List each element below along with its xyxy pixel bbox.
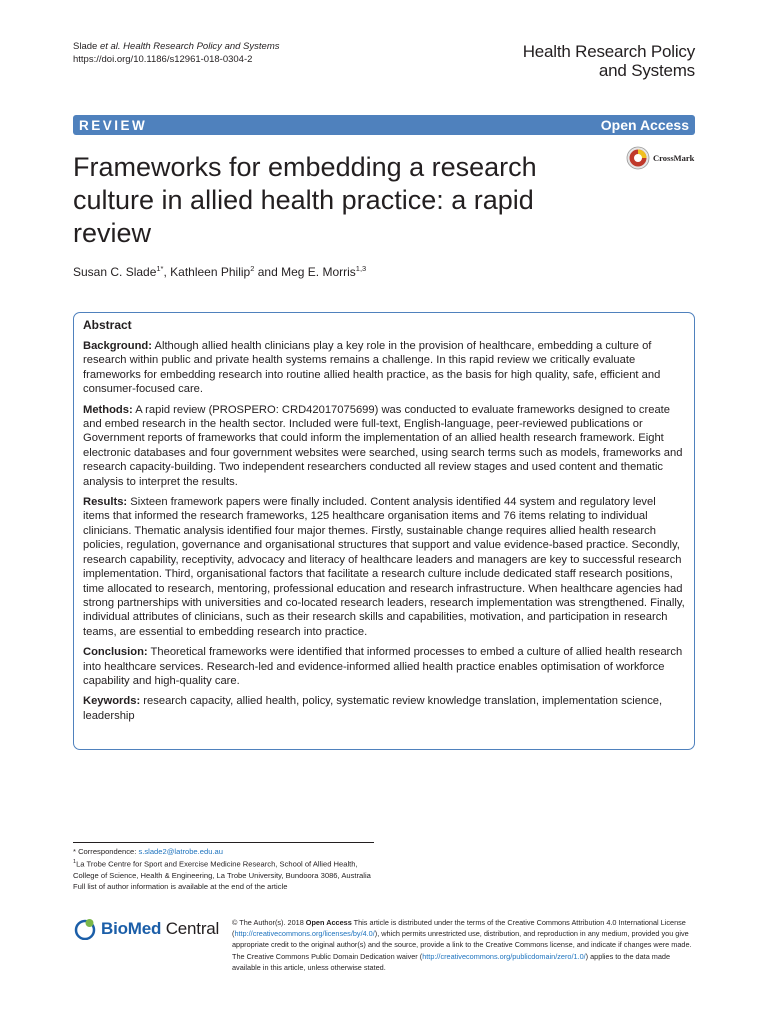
correspondence-line xyxy=(73,846,373,857)
abstract-methods xyxy=(83,403,685,489)
author-name[interactable]: Meg E. Morris xyxy=(281,265,356,279)
cc-by-license-link[interactable]: http://creativecommons.org/licenses/by/4.0/ xyxy=(234,929,375,939)
author-name[interactable]: Susan C. Slade xyxy=(73,265,157,279)
cc-zero-waiver-link[interactable]: http://creativecommons.org/publicdomain/zero/1.0/ xyxy=(422,951,586,961)
affiliation-text: La Trobe Centre for Sport and Exercise Medicine Research, School of Allied Health, College of Science, Health & Engineering, La Trobe University, Bundoora 3086, Australia xyxy=(73,859,371,880)
abstract-section-text: research capacity, allied health, policy, systematic review knowledge translation, implementation science, leadership xyxy=(83,695,663,722)
license-text: This article is distributed under the terms of the Creative Commons Attribution 4.0 International License ( xyxy=(232,918,686,939)
license-text: ) applies to the data made available in this article, unless otherwise stated. xyxy=(232,951,671,972)
abstract-section-text: A rapid review (PROSPERO: CRD42017075699) was conducted to evaluate frameworks designed to create and embed research in the health sector. Included were full-text, English-language, peer-reviewed publications or Government reports of frameworks that could inform the implementation of an allied health research framework. Eight electronic databases and four government websites were searched, using search terms such as models, frameworks and research capacity-building. Two independent researchers conducted all review stages and used content and thematic analysis to interpret the results. xyxy=(83,403,683,488)
article-title: Frameworks for embedding a research culture in allied health practice: a rapid review xyxy=(73,152,537,248)
author-separator: , xyxy=(163,265,171,279)
abstract-section-text: Theoretical frameworks were identified that informed processes to embed a culture of allied health research into healthcare services. Research-led and evidence-informed allied health practice enables optimisation of workforce capability and high-quality care. xyxy=(83,646,683,687)
open-access-label: Open Access xyxy=(600,117,689,133)
abstract-results xyxy=(83,495,685,639)
author-list xyxy=(73,264,366,279)
citation-header xyxy=(73,40,279,66)
citation-etal: et al. xyxy=(99,41,121,52)
crossmark-icon xyxy=(626,146,650,170)
abstract-section-label: Results: xyxy=(83,496,128,509)
doi-link[interactable]: https://doi.org/10.1186/s12961-018-0304-2 xyxy=(73,54,253,65)
abstract-section-label: Background: xyxy=(83,340,152,352)
publisher-name xyxy=(101,919,219,939)
affiliation-line xyxy=(73,857,373,881)
license-statement xyxy=(232,917,698,973)
crossmark-label: CrossMark xyxy=(653,153,695,163)
author-info-note: Full list of author information is available at the end of the article xyxy=(73,882,288,892)
abstract-box xyxy=(73,312,695,750)
author-affiliation-sup: 1,3 xyxy=(355,264,367,273)
publisher-name-rest: Central xyxy=(161,919,220,938)
license-text: © The Author(s). 2018 xyxy=(232,918,306,927)
journal-name-line2: and Systems xyxy=(598,61,695,80)
abstract-background xyxy=(83,339,685,397)
correspondence-footnote xyxy=(73,846,373,892)
abstract-section-label: Conclusion: xyxy=(83,646,148,659)
abstract-conclusion xyxy=(83,645,685,688)
author-affiliation-sup: 1* xyxy=(156,264,164,273)
article-type-banner xyxy=(73,115,695,135)
correspondence-email-link[interactable]: s.slade2@latrobe.edu.au xyxy=(138,847,223,856)
license-open-access: Open Access xyxy=(305,918,352,927)
citation-journal-name: Health Research Policy and Systems xyxy=(120,41,280,52)
author-name[interactable]: Kathleen Philip xyxy=(170,265,251,279)
affiliation-sup: 1 xyxy=(73,859,77,866)
abstract-section-text: Although allied health clinicians play a key role in the provision of healthcare, embedding a culture of research within public and private health systems remains a challenge. In this rapid review we critically evaluate frameworks for embedding research into routine allied health practice, as the basis for high quality, safe, efficient and consumer-focused care. xyxy=(83,340,661,396)
correspondence-label: * Correspondence: xyxy=(73,847,139,856)
journal-logo xyxy=(523,42,695,80)
citation-authors: Slade xyxy=(73,41,100,52)
citation-journal xyxy=(100,41,280,52)
author-separator: and xyxy=(254,265,282,279)
footnote-divider xyxy=(73,842,374,843)
author-affiliation-sup: 2 xyxy=(250,264,255,273)
abstract-section-label: Keywords: xyxy=(83,695,141,708)
abstract-heading: Abstract xyxy=(83,318,132,332)
publisher-name-bold: BioMed xyxy=(101,919,162,938)
abstract-section-text: Sixteen framework papers were finally included. Content analysis identified 44 system and regulatory level items that informed the research frameworks, 125 healthcare organisation items and 76 items relating to individual clinicians. Thematic analysis identified four major themes. Firstly, sustainable change requires allied health research policies, regulation, governance and organisational structures that support and value evidence-based practice. Secondly, research capability, receptivity, advocacy and literacy of healthcare leaders and managers are key to successful research implementation. Third, organisational factors that facilitate a research culture include dedicated staff research positions, time allocated to research, mentoring, professional education and research infrastructure. When healthcare agencies had strong partnerships with universities and co-located research leaders, research implementation was strengthened. Finally, individual attributes of clinicians, such as their research skills and capabilities, motivation, and participation in research teams, are essential to embedding research into practice. xyxy=(83,496,685,638)
biomed-central-logo-icon xyxy=(73,918,97,940)
journal-name-line1: Health Research Policy xyxy=(522,42,695,61)
license-text: ), which permits unrestricted use, distribution, and reproduction in any medium, provided you give appropriate credit to the original author(s) and the source, provide a link to the Creative Commons license, and indicate if changes were made. The Creative Commons Public Domain Dedication waiver ( xyxy=(232,929,692,961)
abstract-keywords xyxy=(83,694,685,723)
citation-line xyxy=(73,40,279,53)
crossmark-badge[interactable] xyxy=(626,146,694,170)
abstract-section-label: Methods: xyxy=(83,403,133,416)
article-type-label: REVIEW xyxy=(79,117,148,133)
publisher-logo[interactable] xyxy=(73,918,219,940)
